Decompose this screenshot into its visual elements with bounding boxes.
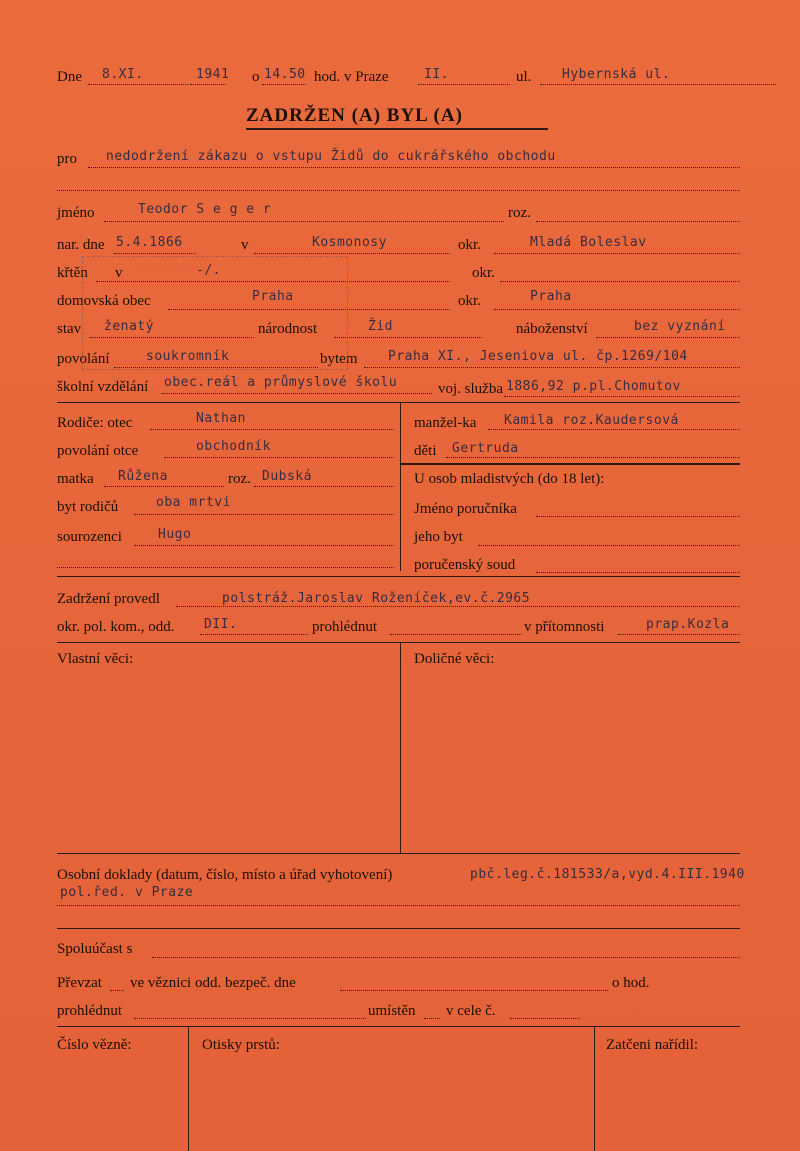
krten-value: -/. xyxy=(196,263,221,278)
dotted-line xyxy=(500,281,740,282)
dotted-line xyxy=(134,1018,366,1019)
dotted-line xyxy=(340,990,608,991)
faded-stamp xyxy=(82,256,348,370)
voj-value: 1886,92 p.pl.Chomutov xyxy=(506,379,681,394)
day-month-value: 8.XI. xyxy=(102,67,144,82)
dotted-line xyxy=(200,634,308,635)
porucnik-label: Jméno poručníka xyxy=(414,501,517,517)
dotted-line xyxy=(57,905,740,906)
dotted-line xyxy=(152,957,740,958)
stamp-text: · · · · · · · · · · · xyxy=(140,262,205,273)
jmeno-label: jméno xyxy=(57,205,95,221)
umisten-label: umístěn xyxy=(368,1003,416,1019)
voj-label: voj. služba xyxy=(438,381,503,397)
matka-roz-label: roz. xyxy=(228,471,251,487)
vlastni-veci-label: Vlastní věci: xyxy=(57,651,134,667)
okr-pol-value: DII. xyxy=(204,617,238,632)
nar-v-label: v xyxy=(241,237,249,253)
doklady-value-1: pbč.leg.č.181533/a,vyd.4.III.1940 xyxy=(470,867,745,882)
dotted-line xyxy=(418,84,510,85)
dotted-line xyxy=(446,457,740,458)
dotted-line xyxy=(390,634,522,635)
otec-value: Nathan xyxy=(196,411,246,426)
pritomnost-value: prap.Kozla xyxy=(646,617,730,632)
otisky-label: Otisky prstů: xyxy=(202,1037,280,1053)
dotted-line xyxy=(104,486,224,487)
section-divider xyxy=(57,642,740,643)
minors-divider xyxy=(400,463,740,465)
district-value: II. xyxy=(424,67,449,82)
dotted-line xyxy=(114,253,196,254)
nar-misto-value: Kosmonosy xyxy=(312,235,387,250)
section-divider xyxy=(57,928,740,929)
dotted-line xyxy=(488,429,740,430)
dotted-line xyxy=(596,337,740,338)
narodnost-value: Žid xyxy=(368,319,393,334)
column-divider xyxy=(188,1027,189,1151)
bytem-value: Praha XI., Jeseniova ul. čp.1269/104 xyxy=(388,349,688,364)
o-label: o xyxy=(252,69,260,85)
year-value: 1941 xyxy=(196,67,230,82)
dotted-line xyxy=(424,1018,440,1019)
krten-v-label: v xyxy=(115,265,123,281)
section-divider xyxy=(57,576,740,577)
okr-label: okr. xyxy=(458,237,481,253)
dotted-line xyxy=(57,567,394,568)
dotted-line xyxy=(88,84,188,85)
provedl-value: polstráž.Jaroslav Roženíček,ev.č.2965 xyxy=(222,591,531,606)
dolicne-veci-label: Doličné věci: xyxy=(414,651,495,667)
pritomnost-label: v přítomnosti xyxy=(524,619,605,635)
provedl-label: Zadržení provedl xyxy=(57,591,160,607)
dotted-line xyxy=(504,396,740,397)
deti-label: děti xyxy=(414,443,437,459)
dotted-line xyxy=(540,84,776,85)
nar-okres-value: Mladá Boleslav xyxy=(530,235,647,250)
nar-label: nar. dne xyxy=(57,237,105,253)
hod-label: hod. v Praze xyxy=(314,69,389,85)
dotted-line xyxy=(536,572,740,573)
nabozenstvi-value: bez vyznání xyxy=(634,319,726,334)
povolani-otce-value: obchodník xyxy=(196,439,271,454)
pro-label: pro xyxy=(57,151,77,167)
street-value: Hybernská ul. xyxy=(562,67,671,82)
dotted-line xyxy=(164,457,394,458)
section-divider xyxy=(57,853,740,854)
sourozenci-label: sourozenci xyxy=(57,529,122,545)
veznice-label: ve věznici odd. bezpeč. dne xyxy=(130,975,296,991)
nabozenstvi-label: náboženství xyxy=(516,321,588,337)
vzdelani-label: školní vzdělání xyxy=(57,379,149,395)
dotted-line xyxy=(494,309,740,310)
zatceni-label: Zatčeni nařídil: xyxy=(606,1037,699,1053)
dotted-line xyxy=(510,1018,580,1019)
matka-label: matka xyxy=(57,471,94,487)
prohlednut2-label: prohlédnut xyxy=(57,1003,122,1019)
dotted-line xyxy=(334,337,482,338)
domovska-value: Praha xyxy=(252,289,294,304)
dotted-line xyxy=(162,393,432,394)
bytem-label: bytem xyxy=(320,351,358,367)
matka-roz-value: Dubská xyxy=(262,469,312,484)
dotted-line xyxy=(57,190,740,191)
vzdelani-value: obec.reál a průmyslové školu xyxy=(164,375,398,390)
krten-label: křtěn xyxy=(57,265,88,281)
dotted-line xyxy=(618,634,740,635)
stav-label: stav xyxy=(57,321,82,337)
matka-value: Růžena xyxy=(118,469,168,484)
o-hod-label: o hod. xyxy=(612,975,650,991)
dotted-line xyxy=(134,545,394,546)
section-divider xyxy=(57,402,740,403)
doklady-label: Osobní doklady (datum, číslo, místo a úřad vyhotovení) xyxy=(57,867,393,883)
dotted-line xyxy=(254,486,394,487)
roz-label: roz. xyxy=(508,205,531,221)
dotted-line xyxy=(494,253,740,254)
povolani-label: povolání xyxy=(57,351,110,367)
dotted-line xyxy=(150,429,394,430)
manzel-label: manžel-ka xyxy=(414,415,477,431)
prohlednut-label: prohlédnut xyxy=(312,619,377,635)
domovska-okres-value: Praha xyxy=(530,289,572,304)
column-divider xyxy=(400,643,401,853)
povolani-value: soukromník xyxy=(146,349,230,364)
okr-pol-label: okr. pol. kom., odd. xyxy=(57,619,175,635)
dotted-line xyxy=(262,84,306,85)
title-underline xyxy=(246,128,548,130)
povolani-otce-label: povolání otce xyxy=(57,443,139,459)
column-divider xyxy=(594,1027,595,1151)
krten-okr-label: okr. xyxy=(472,265,495,281)
dotted-line xyxy=(176,606,740,607)
form-title: ZADRŽEN (A) BYL (A) xyxy=(246,105,463,126)
narodnost-label: národnost xyxy=(258,321,318,337)
dne-label: Dne xyxy=(57,69,82,85)
sourozenci-value: Hugo xyxy=(158,527,192,542)
dotted-line xyxy=(134,514,394,515)
ul-label: ul. xyxy=(516,69,532,85)
domovska-okr-label: okr. xyxy=(458,293,481,309)
prevzat-label: Převzat xyxy=(57,975,102,991)
cela-label: v cele č. xyxy=(446,1003,496,1019)
spoluucast-label: Spoluúčast s xyxy=(57,941,133,957)
byt-rodicu-label: byt rodičů xyxy=(57,499,119,515)
dotted-line xyxy=(364,367,740,368)
manzel-value: Kamila roz.Kaudersová xyxy=(504,413,679,428)
domovska-label: domovská obec xyxy=(57,293,151,309)
porucensky-label: poručenský soud xyxy=(414,557,516,573)
pro-value: nedodržení zákazu o vstupu Židů do cukrářského obchodu xyxy=(106,149,556,164)
dotted-line xyxy=(104,221,504,222)
rodice-label: Rodiče: otec xyxy=(57,415,133,431)
nar-datum-value: 5.4.1866 xyxy=(116,235,183,250)
section-divider xyxy=(57,1026,740,1027)
jeho-byt-label: jeho byt xyxy=(414,529,463,545)
byt-rodicu-value: oba mrtvi xyxy=(156,495,231,510)
column-divider xyxy=(400,403,401,571)
doklady-value-2: pol.řed. v Praze xyxy=(60,885,194,900)
dotted-line xyxy=(254,253,450,254)
jmeno-value: Teodor S e g e r xyxy=(138,202,272,217)
time-value: 14.50 xyxy=(264,67,306,82)
stav-value: ženatý xyxy=(104,319,154,334)
dotted-line xyxy=(110,990,124,991)
dotted-line xyxy=(88,167,740,168)
dotted-line xyxy=(478,545,740,546)
dotted-line xyxy=(536,516,740,517)
deti-value: Gertruda xyxy=(452,441,519,456)
mladistvi-label: U osob mladistvých (do 18 let): xyxy=(414,471,605,487)
dotted-line xyxy=(536,221,740,222)
cislo-vezne-label: Číslo vězně: xyxy=(57,1037,132,1053)
dotted-line xyxy=(190,84,226,85)
